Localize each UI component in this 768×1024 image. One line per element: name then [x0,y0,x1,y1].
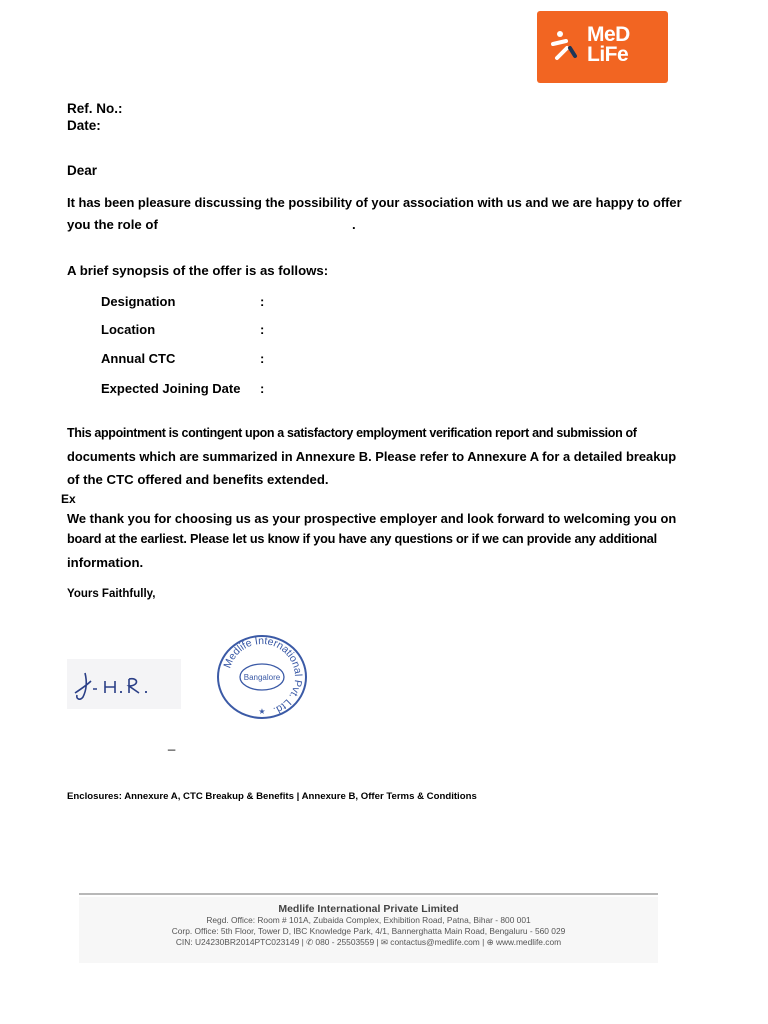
detail-label-joining-date: Expected Joining Date [101,381,241,396]
detail-colon: : [260,322,265,337]
intro-line-1: It has been pleasure discussing the possibility of your association with us and we are happy to offer [67,195,682,210]
logo-line-2: LiFe [587,43,629,66]
date-label: Date: [67,118,101,133]
footer-divider [79,893,658,895]
contingent-line-2: documents which are summarized in Annexure B. Please refer to Annexure A for a detailed breakup [67,449,677,464]
stray-text: Ex [61,492,76,506]
stamp-ring-text: Medlife International Pvt. Ltd. [221,634,305,717]
signature-image [67,659,181,709]
underscore-mark: _ [168,736,176,751]
footer-contact: CIN: U24230BR2014PTC023149 | ✆ 080 - 25503559 | ✉ contactus@medlife.com | ⊕ www.medlife.com [175,937,562,947]
logo-line-1: MeD [587,23,630,46]
salutation: Dear [67,163,98,178]
contingent-line-1: This appointment is contingent upon a satisfactory employment verification report and submission of [67,426,637,440]
closing-line-2: board at the earliest. Please let us know if you have any questions or if we can provide any additional [67,532,657,546]
enclosures-line: Enclosures: Annexure A, CTC Breakup & Benefits | Annexure B, Offer Terms & Conditions [67,791,477,802]
detail-label-designation: Designation [101,294,176,309]
detail-colon: : [260,351,265,366]
synopsis-heading: A brief synopsis of the offer is as follows: [67,263,329,278]
closing-line-3: information. [67,555,144,570]
medlife-mark-icon [551,29,581,63]
footer-regd-office: Regd. Office: Room # 101A, Zubaida Complex, Exhibition Road, Patna, Bihar - 800 001 [206,915,531,925]
ref-number-label: Ref. No.: [67,101,123,116]
intro-line-2: you the role of [67,217,158,232]
letterhead-footer [79,897,658,963]
contingent-line-3: of the CTC offered and benefits extended. [67,472,329,487]
closing-line-1: We thank you for choosing us as your prospective employer and look forward to welcoming you on [67,511,677,526]
company-stamp [216,634,308,720]
footer-corp-office: Corp. Office: 5th Floor, Tower D, IBC Knowledge Park, 4/1, Bannerghatta Main Road, Bengaluru - 560 029 [171,926,566,936]
detail-label-annual-ctc: Annual CTC [101,351,176,366]
medlife-logo [537,11,668,83]
signature-icon [67,659,181,709]
footer-company-name: Medlife International Private Limited [278,903,459,915]
intro-period: . [352,217,356,232]
detail-colon: : [260,381,265,396]
sign-off: Yours Faithfully, [67,588,156,600]
stamp-center-text: Bangalore [243,673,281,682]
detail-colon: : [260,294,265,309]
stamp-star-icon: ★ [258,707,266,716]
detail-label-location: Location [101,322,156,337]
